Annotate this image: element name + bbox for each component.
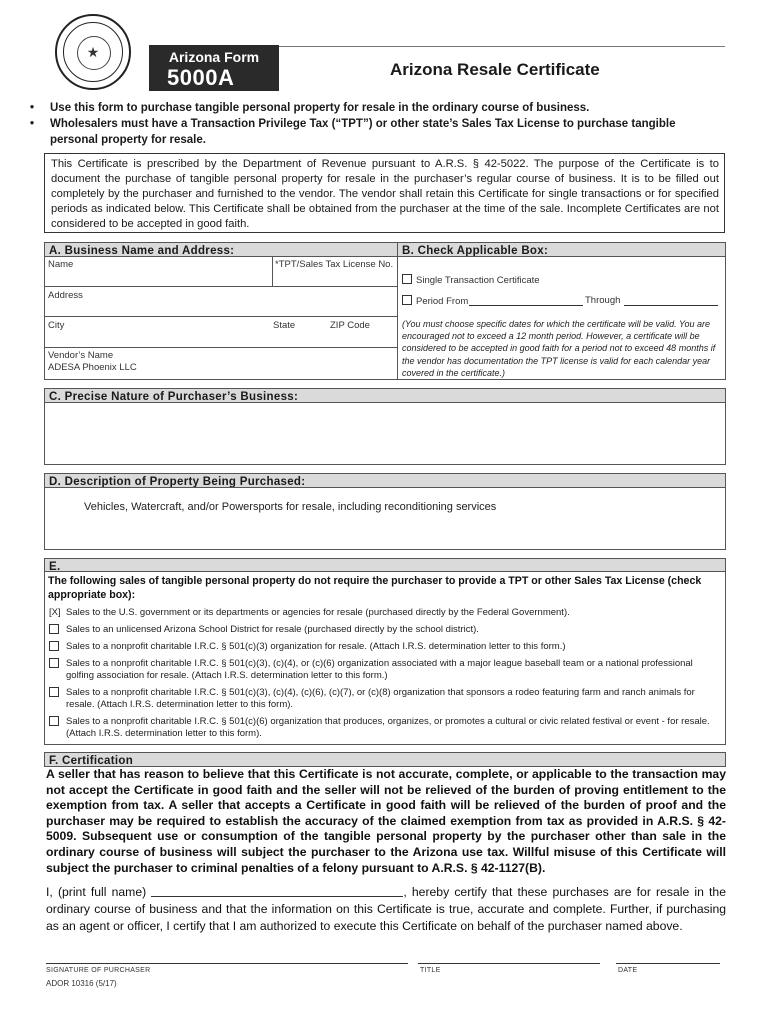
name-label: Name	[48, 259, 74, 270]
bullet-item: • Use this form to purchase tangible personal property for resale in the ordinary course of business.	[30, 102, 590, 114]
tpt-license-field[interactable]	[275, 270, 393, 284]
intro-box	[44, 153, 725, 233]
period-through-field[interactable]	[624, 305, 718, 306]
exemption-option[interactable]: Sales to a nonprofit charitable I.R.C. § 501(c)(3), (c)(4), (c)(6), (c)(7), or (c)(8) organization that sponsors a rodeo featuring farm and ranch animals for resale. (Attach I.R.S. determination letter to this form).	[49, 687, 721, 712]
divider	[397, 256, 398, 380]
arizona-state-seal: ★	[55, 14, 131, 90]
city-state-zip-field[interactable]	[48, 331, 393, 345]
form-number-badge	[149, 45, 279, 91]
header-rule	[279, 46, 725, 47]
divider	[44, 347, 397, 348]
period-option[interactable]: Period From	[402, 295, 468, 307]
tpt-license-label: *TPT/Sales Tax License No.	[275, 259, 394, 270]
zip-label: ZIP Code	[330, 320, 370, 331]
intro-text: This Certificate is prescribed by the Department of Revenue pursuant to A.R.S. § 42-5022. The purpose of the Certificate is to document the purchase of tangible personal property for resale in the purchaser’s regular course of business. It is to be filled out completely by the purchaser and furnished to the vendor. The vendor shall retain this Certificate for single transactions or for specified periods as indicated below. This Certificate shall be obtained from the purchaser at the time of the sale. Incomplete Certificates are not considered to be accepted in good faith.	[51, 158, 719, 230]
exemption-option[interactable]: [X] Sales to the U.S. government or its departments or agencies for resale (purchased directly by the Federal Government).	[49, 607, 570, 618]
state-label: State	[273, 320, 296, 331]
checkbox-icon[interactable]	[402, 295, 412, 305]
print-name-field[interactable]	[151, 885, 403, 897]
signature-label: SIGNATURE OF PURCHASER	[46, 967, 151, 974]
divider	[272, 256, 273, 286]
exemption-option[interactable]: Sales to a nonprofit charitable I.R.C. § 501(c)(3) organization for resale. (Attach I.R.S. determination letter to this form.)	[49, 641, 721, 654]
divider	[44, 286, 397, 287]
section-d-header: D. Description of Property Being Purchased:	[44, 473, 726, 488]
bullet-item: • Wholesalers must have a Transaction Privilege Tax (“TPT”) or other state’s Sales Tax License to purchase tangible personal property for resale.	[30, 118, 676, 146]
section-b-header: B. Check Applicable Box:	[397, 242, 726, 257]
period-note: (You must choose specific dates for which the certificate will be valid. You are encouraged not to exceed a 12 month period. However, a certificate will be considered to be accepted in good faith for a period not to exceed 48 months if the vendor has documentation the TPT license is valid for each calendar year covered in the certificate.)	[402, 319, 716, 378]
checkbox-icon[interactable]	[49, 658, 59, 668]
section-a-header: A. Business Name and Address:	[44, 242, 398, 257]
certification-statement: I, (print full name) , hereby certify that these purchases are for resale in the ordinary course of business and that the information on this Certificate is true, accurate and complete. Further, if purchasing as an agent or officer, I certify that I am authorized to execute this Certificate on behalf of the purchaser named above.	[46, 885, 726, 933]
page-title: Arizona Resale Certificate	[390, 60, 600, 79]
single-transaction-option[interactable]: Single Transaction Certificate	[402, 274, 540, 286]
exemption-option[interactable]: Sales to an unlicensed Arizona School District for resale (purchased directly by the school district).	[49, 624, 721, 637]
date-field[interactable]	[616, 963, 720, 964]
name-field[interactable]	[48, 270, 268, 284]
checkbox-checked[interactable]: [X]	[49, 607, 61, 618]
date-label: DATE	[618, 967, 638, 974]
form-footer: ADOR 10316 (5/17)	[46, 979, 117, 988]
business-nature-field[interactable]	[44, 402, 726, 465]
certification-warning: A seller that has reason to believe that this Certificate is not accurate, complete, or applicable to the transaction may not accept the Certificate in good faith and the seller will not be relieved of the burden of proving entitlement to the exemption from tax. A seller that accepts a Certificate in good faith will be relieved of the burden of proof and the purchaser may be required to establish the accuracy of the claimed exemption from tax as provided in A.R.S. § 42-5009. Subsequent use or consumption of the tangible personal property by the purchaser other than sale in the ordinary course of business will subject the purchaser to the Arizona use tax. Willful misuse of this Certificate will subject the purchaser to criminal penalties of a felony pursuant to A.R.S. § 42-1127(B).	[46, 767, 726, 875]
period-from-field[interactable]	[469, 305, 583, 306]
section-f-header: F. Certification	[44, 752, 726, 767]
signature-field[interactable]	[46, 963, 408, 964]
checkbox-icon[interactable]	[49, 687, 59, 697]
property-description-value: Vehicles, Watercraft, and/or Powersports for resale, including reconditioning services	[84, 501, 497, 513]
exemption-option[interactable]: Sales to a nonprofit charitable I.R.C. § 501(c)(6) organization that produces, organizes, or promotes a cultural or civic related festival or event - for resale. (Attach I.R.S. determination letter to this form).	[49, 716, 721, 741]
title-label: TITLE	[420, 967, 441, 974]
form-label: Arizona Form	[168, 49, 260, 65]
vendor-name-label: Vendor’s Name	[48, 350, 114, 361]
title-field[interactable]	[418, 963, 600, 964]
through-label: Through	[585, 295, 621, 306]
section-c-header: C. Precise Nature of Purchaser’s Business:	[44, 388, 726, 403]
property-description-field[interactable]	[44, 487, 726, 550]
city-label: City	[48, 320, 65, 331]
section-e-intro: The following sales of tangible personal property do not require the purchaser to provide a TPT or other Sales Tax License (check appropriate box):	[48, 575, 702, 601]
checkbox-icon[interactable]	[402, 274, 412, 284]
form-number: 5000A	[167, 65, 235, 90]
vendor-name-value[interactable]: ADESA Phoenix LLC	[48, 362, 137, 373]
address-label: Address	[48, 290, 83, 301]
divider	[44, 316, 397, 317]
section-e-header: E.	[44, 558, 726, 572]
checkbox-icon[interactable]	[49, 641, 59, 651]
checkbox-icon[interactable]	[49, 716, 59, 726]
checkbox-icon[interactable]	[49, 624, 59, 634]
address-field[interactable]	[48, 301, 393, 315]
exemption-option[interactable]: Sales to a nonprofit charitable I.R.C. § 501(c)(3), (c)(4), or (c)(6) organization associated with a major league baseball team or a national professional golfing association for resale. (Attach I.R.S. determination letter to this form.)	[49, 658, 721, 683]
